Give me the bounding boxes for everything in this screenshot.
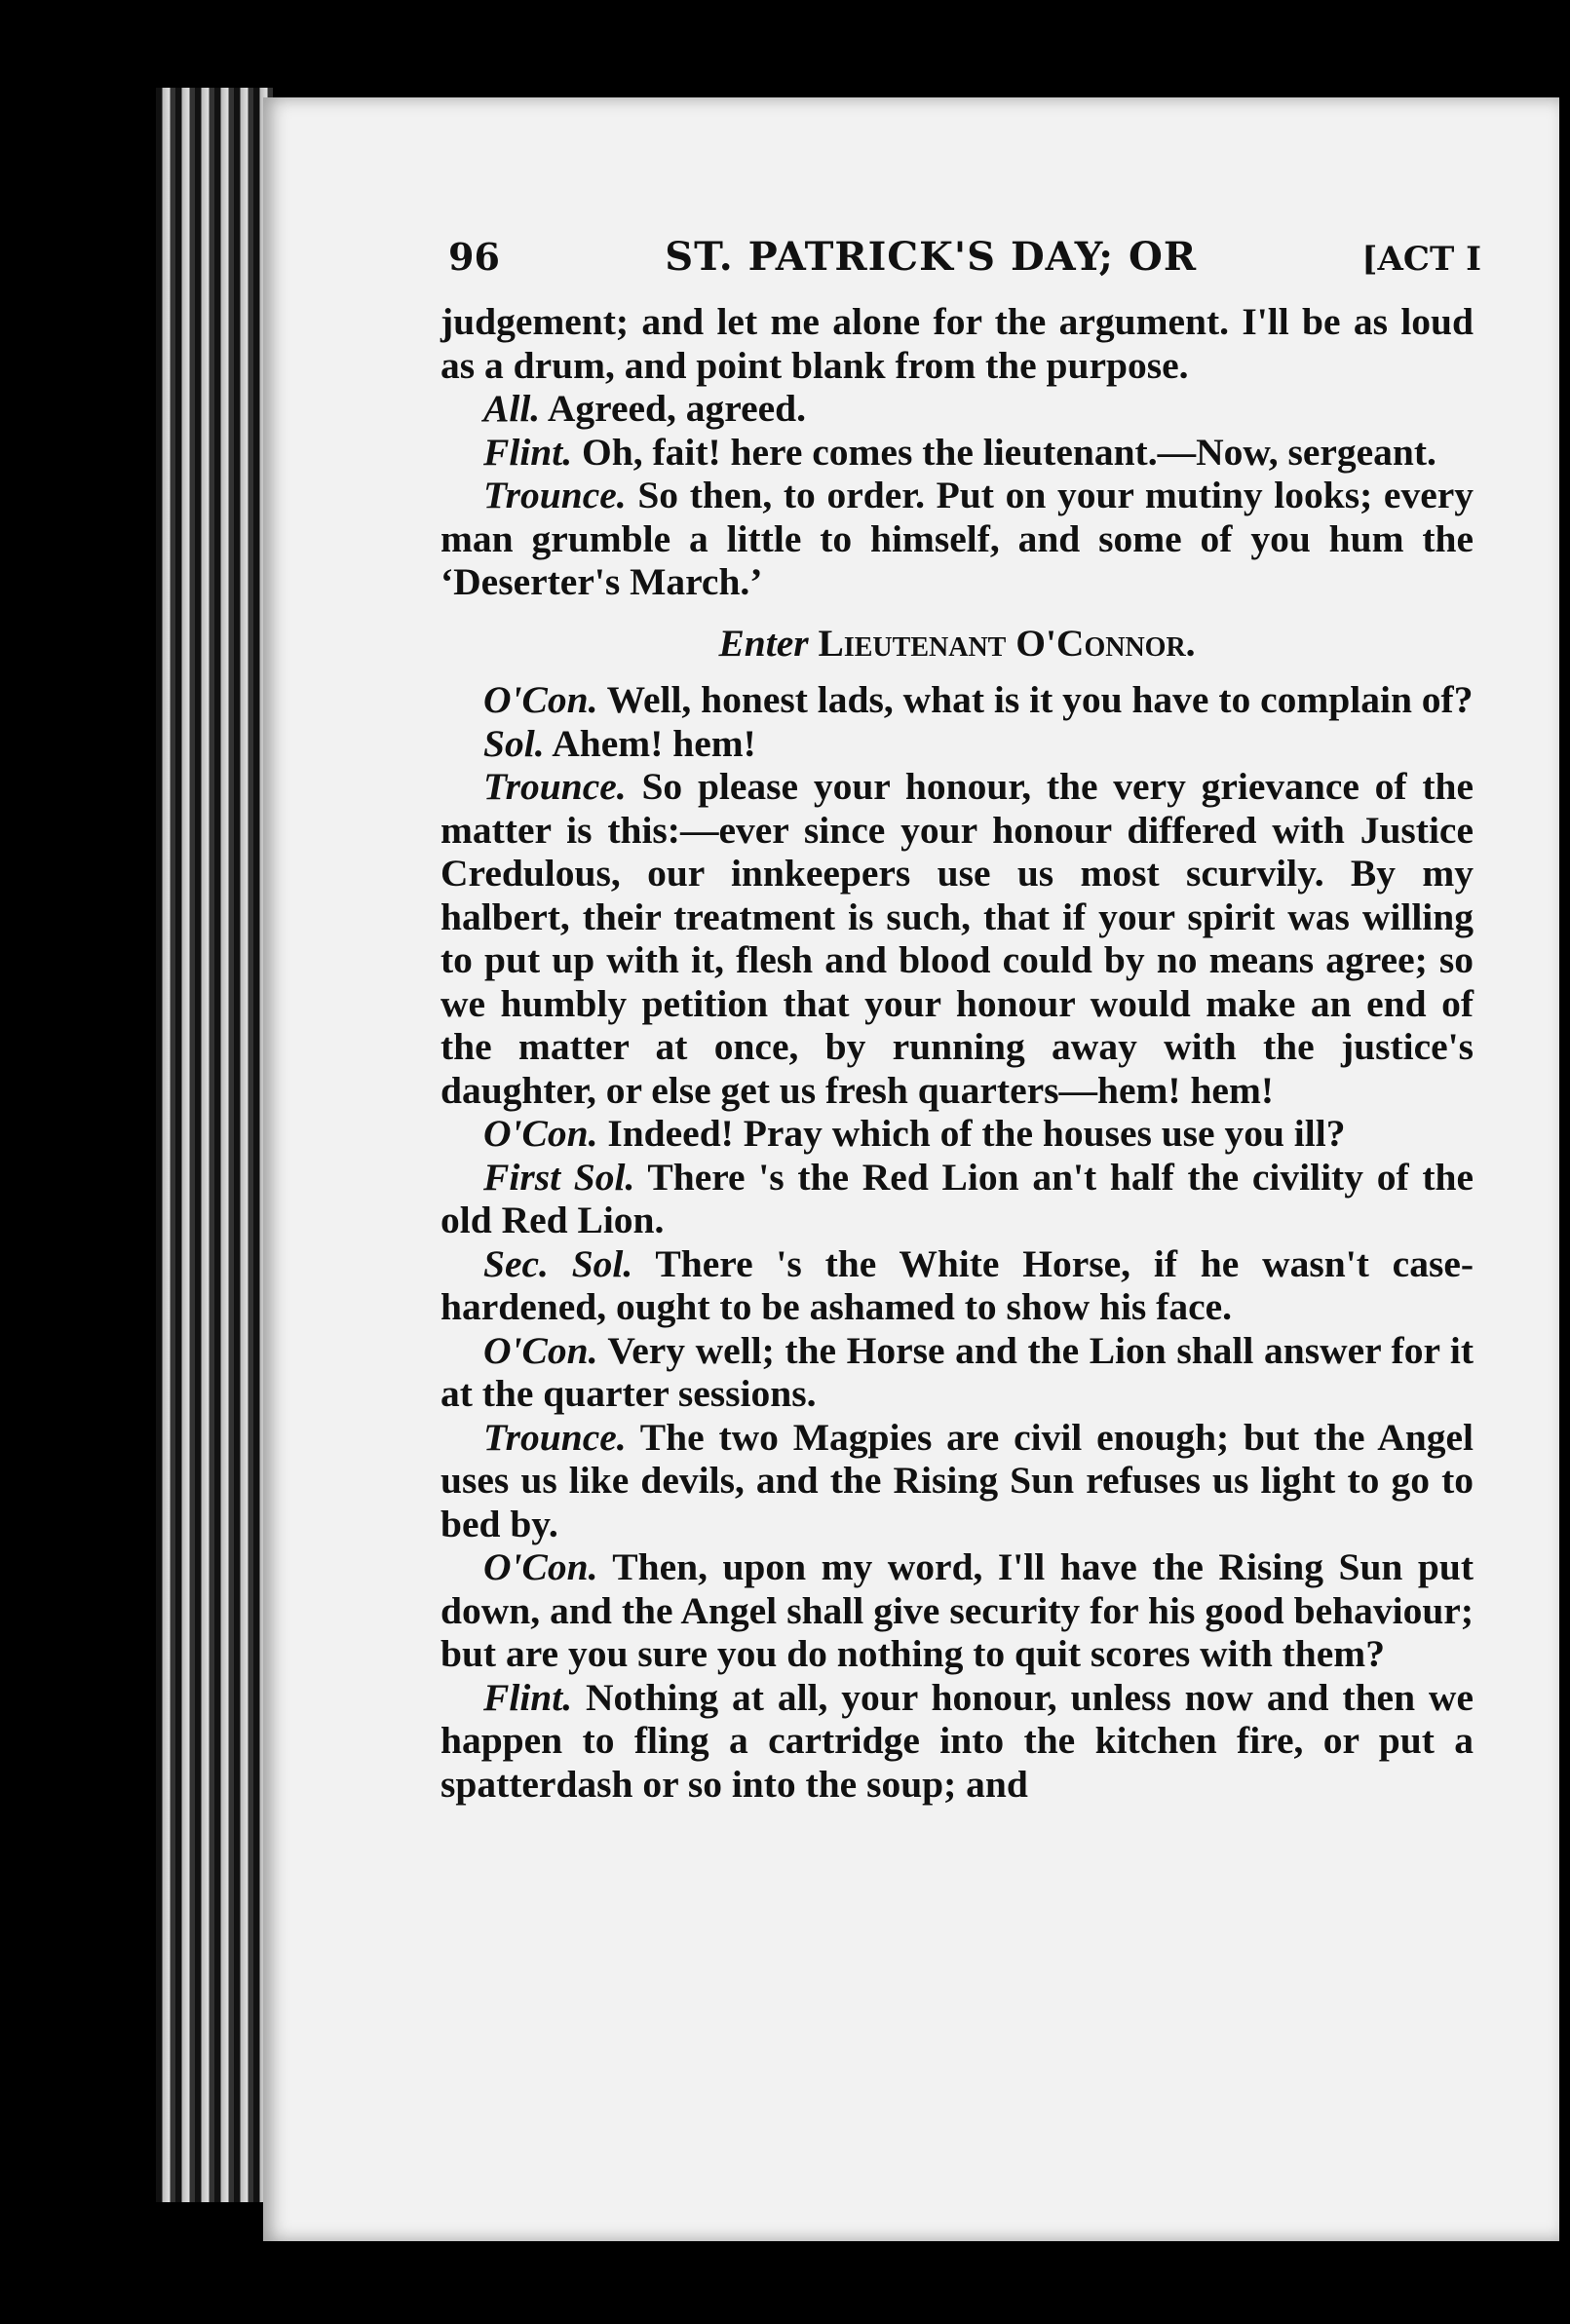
- page-header: [448, 234, 1481, 292]
- speaker-name: First Sol.: [483, 1155, 635, 1199]
- speaker-name: Flint.: [483, 430, 573, 474]
- stage-verb: Enter: [718, 621, 809, 665]
- dialogue-text: Very well; the Horse and the Lion shall answer for it at the quarter sessions.: [440, 1328, 1474, 1415]
- book-page-edges: [156, 88, 273, 2202]
- dialogue-text: Well, honest lads, what is it you have to complain of?: [606, 678, 1474, 721]
- dialogue-line: [440, 474, 1474, 604]
- speaker-name: O'Con.: [483, 1328, 598, 1372]
- speaker-name: Trounce.: [483, 765, 627, 808]
- speaker-name: O'Con.: [483, 1545, 598, 1588]
- dialogue-text: Ahem! hem!: [552, 721, 756, 765]
- dialogue-text: Agreed, agreed.: [547, 387, 806, 430]
- dialogue-line: [440, 1416, 1474, 1546]
- speaker-name: Flint.: [483, 1675, 573, 1719]
- running-title: ST. PATRICK'S DAY; OR: [665, 234, 1198, 280]
- dialogue-text: judgement; and let me alone for the argument. I'll be as loud as a drum, and point blank from the purpose.: [440, 300, 1474, 387]
- speaker-name: O'Con.: [483, 678, 598, 721]
- stage-direction: [440, 622, 1474, 666]
- dialogue-text: Indeed! Pray which of the houses use you ill?: [607, 1112, 1346, 1155]
- speaker-name: All.: [483, 387, 541, 430]
- dialogue-text: So please your honour, the very grievance of the matter is this:—ever since your honour differed with Justice Credulous, our innkeepers use us most scurvily. By my halbert, their treatment is such, that if your spirit was willing to put up with it, flesh and blood could by no means agree; so we humbly petition that your honour would make an end of the matter at once, by running away with the justice's daughter, or else get us fresh quarters—hem! hem!: [440, 765, 1474, 1112]
- speaker-name: O'Con.: [483, 1112, 598, 1155]
- dialogue-text: Oh, fait! here comes the lieutenant.—Now, sergeant.: [582, 430, 1436, 474]
- dialogue-line: [440, 1156, 1474, 1242]
- dialogue-line: [440, 1545, 1474, 1676]
- stage-character: Lieutenant O'Connor.: [818, 621, 1196, 665]
- dialogue-line: [440, 431, 1474, 475]
- speaker-name: Sec. Sol.: [483, 1241, 633, 1285]
- play-text: [440, 300, 1474, 1806]
- dialogue-line: [440, 1676, 1474, 1807]
- dialogue-text: There 's the White Horse, if he wasn't case-hardened, ought to be ashamed to show his face.: [440, 1241, 1474, 1328]
- dialogue-line: [440, 722, 1474, 766]
- dialogue-line: [440, 300, 1474, 387]
- dialogue-line: [440, 678, 1474, 722]
- dialogue-line: [440, 387, 1474, 431]
- dialogue-text: So then, to order. Put on your mutiny looks; every man grumble a little to himself, and some of you hum the ‘Deserter's March.’: [440, 474, 1474, 603]
- page-number: 96: [448, 235, 500, 279]
- act-label: [ACT I: [1361, 240, 1481, 279]
- speaker-name: Trounce.: [483, 474, 627, 516]
- dialogue-text: Nothing at all, your honour, unless now and then we happen to fling a cartridge into the kitchen fire, or put a spatterdash or so into the soup; and: [440, 1675, 1474, 1806]
- dialogue-line: [440, 765, 1474, 1112]
- dialogue-text: There 's the Red Lion an't half the civility of the old Red Lion.: [440, 1155, 1474, 1241]
- dialogue-line: [440, 1112, 1474, 1156]
- speaker-name: Sol.: [483, 721, 545, 765]
- dialogue-text: Then, upon my word, I'll have the Rising Sun put down, and the Angel shall give security for his good behaviour; but are you sure you do nothing to quit scores with them?: [440, 1545, 1474, 1675]
- dialogue-line: [440, 1242, 1474, 1329]
- dialogue-line: [440, 1329, 1474, 1416]
- dialogue-text: The two Magpies are civil enough; but the Angel uses us like devils, and the Rising Sun refuses us light to go to bed by.: [440, 1415, 1474, 1545]
- speaker-name: Trounce.: [483, 1415, 627, 1459]
